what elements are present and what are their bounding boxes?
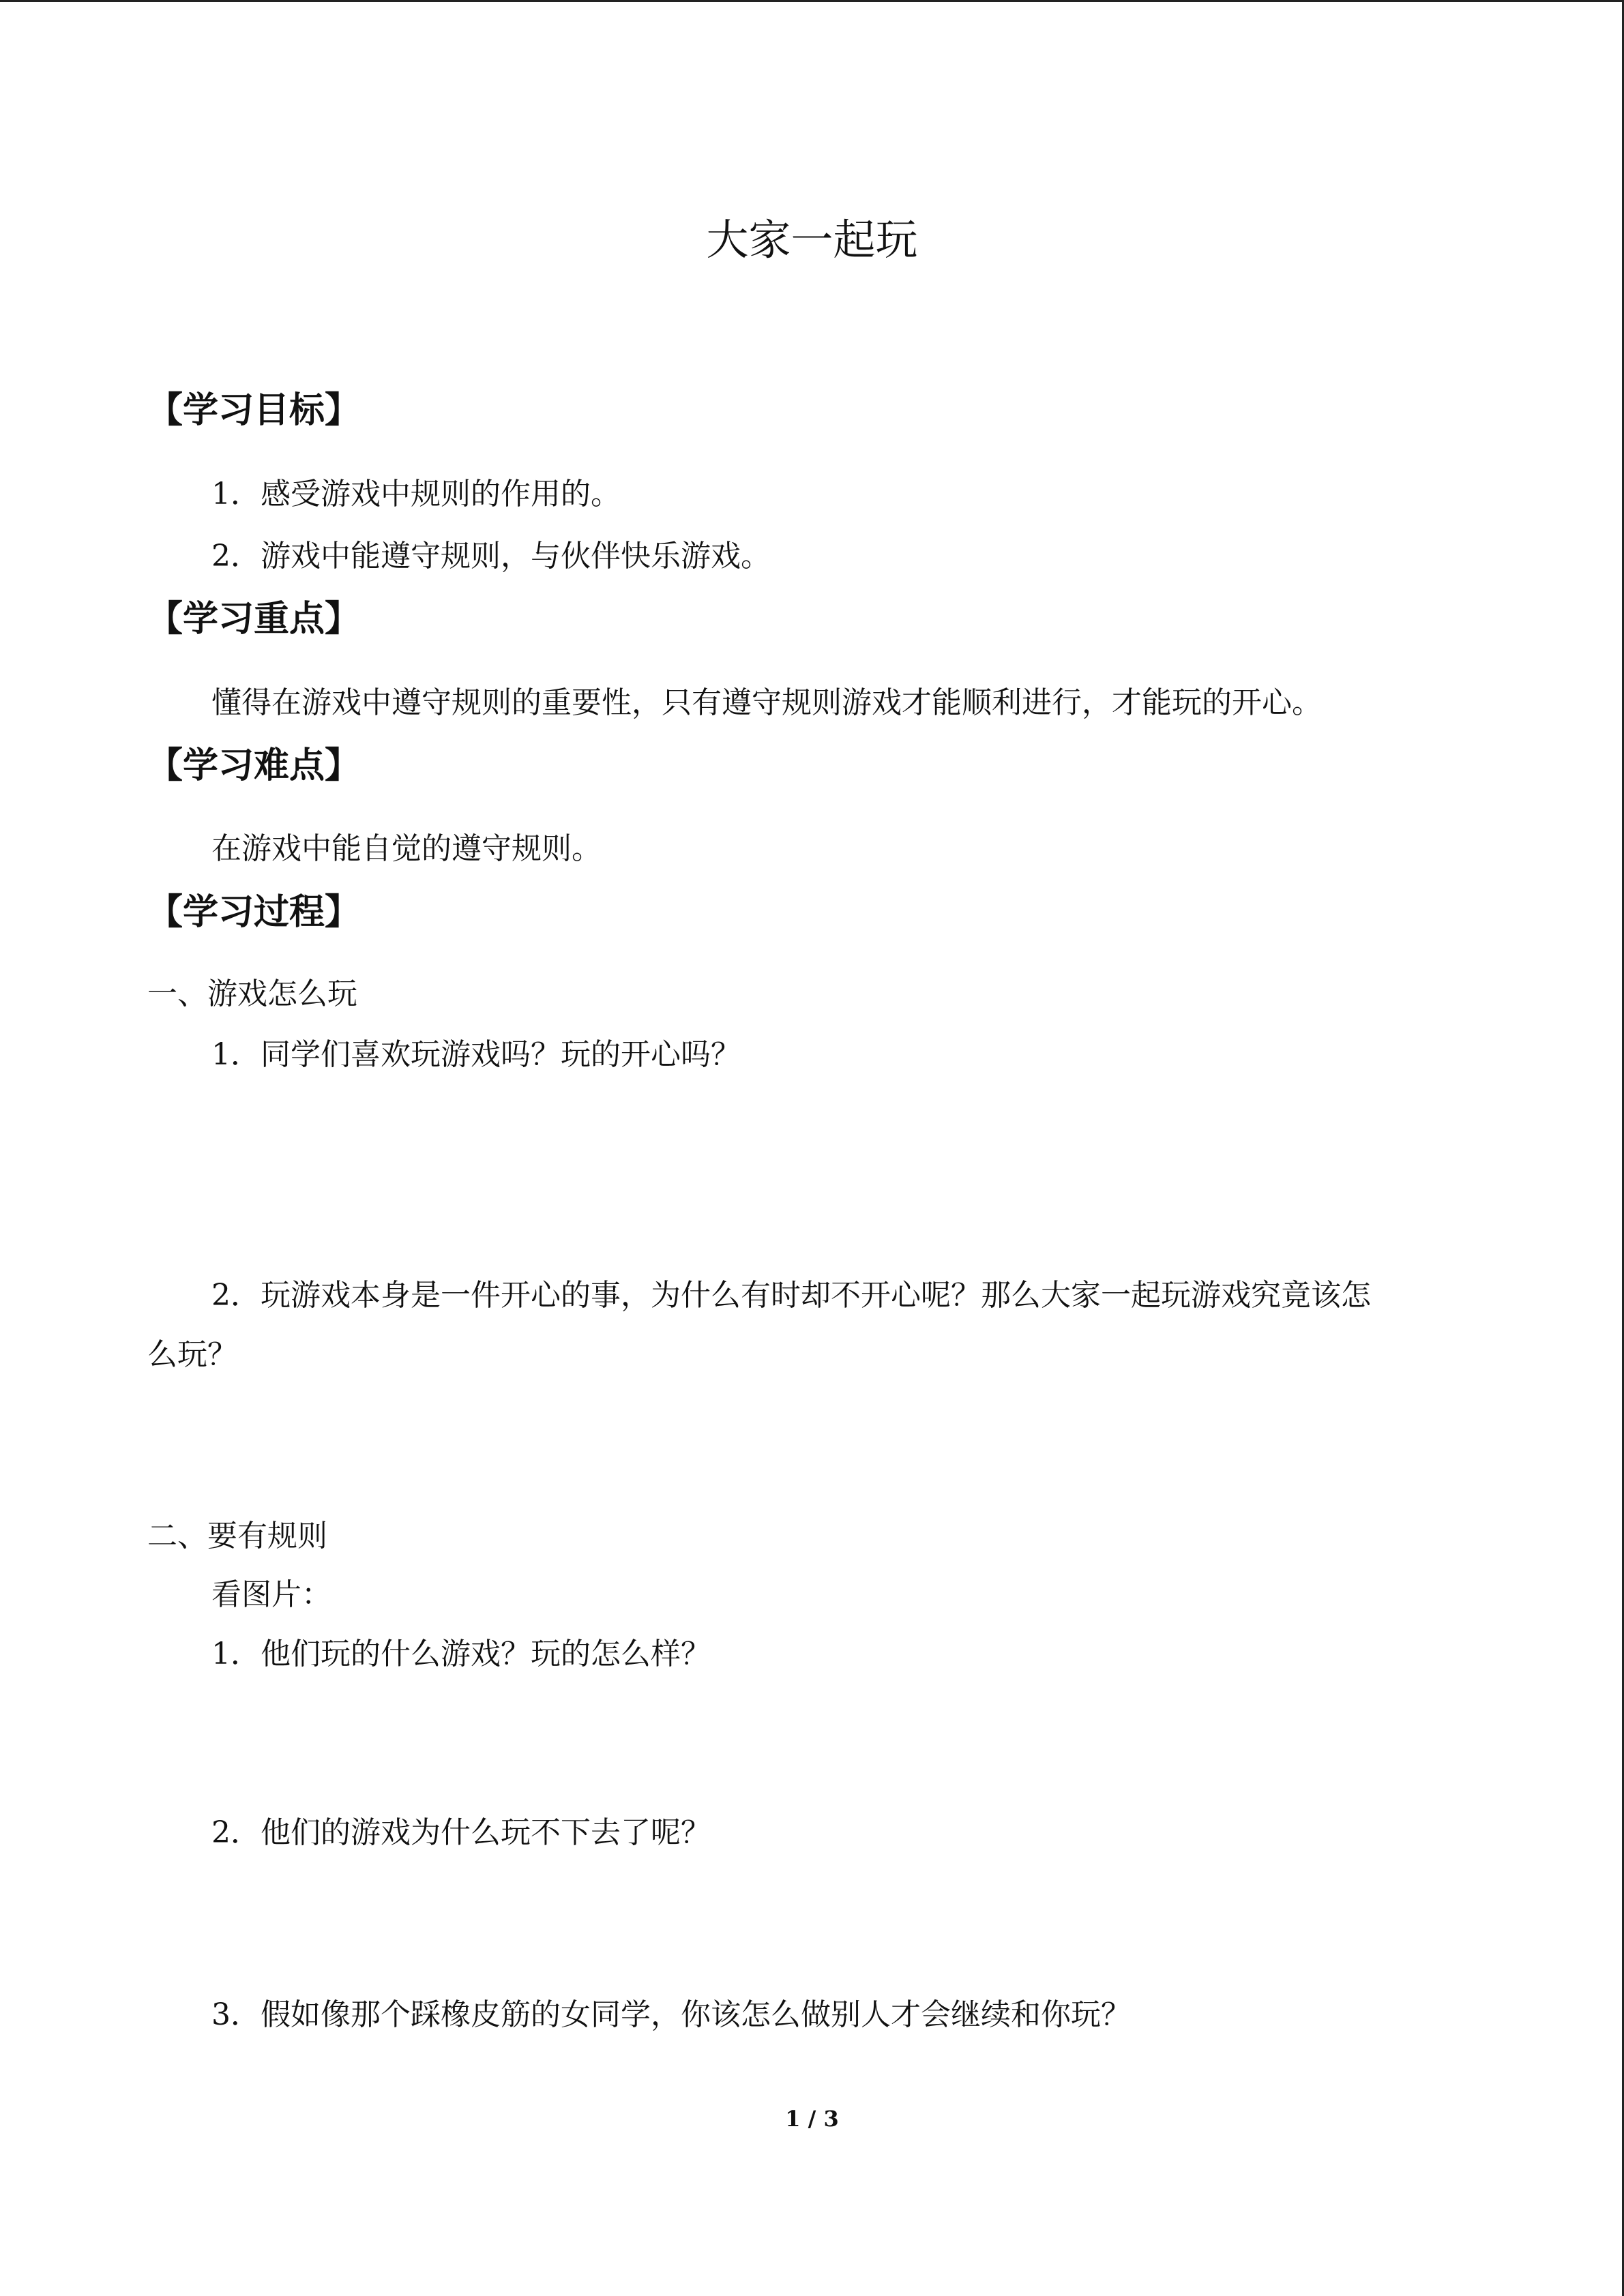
part1-question-2-line-1: 2．玩游戏本身是一件开心的事，为什么有时却不开心呢？那么大家一起玩游戏究竟该怎 <box>211 1278 1371 1313</box>
goal-item-2: 2．游戏中能遵守规则，与伙伴快乐游戏。 <box>211 539 771 573</box>
heading-key-points: 【学习重点】 <box>147 599 361 640</box>
part2-title: 二、要有规则 <box>147 1519 327 1553</box>
difficulties-text: 在游戏中能自觉的遵守规则。 <box>211 831 602 866</box>
part2-question-1: 1．他们玩的什么游戏？玩的怎么样？ <box>211 1637 711 1671</box>
page-number: 1 / 3 <box>785 2106 839 2132</box>
key-points-text: 懂得在游戏中遵守规则的重要性，只有遵守规则游戏才能顺利进行，才能玩的开心。 <box>211 685 1322 720</box>
part2-question-2: 2．他们的游戏为什么玩不下去了呢？ <box>211 1815 711 1850</box>
part2-question-3: 3．假如像那个踩橡皮筋的女同学，你该怎么做别人才会继续和你玩？ <box>211 1997 1131 2032</box>
page-border-top <box>0 0 1624 2</box>
part2-intro: 看图片： <box>211 1577 331 1612</box>
part1-title: 一、游戏怎么玩 <box>147 976 357 1011</box>
part1-question-2-line-2: 么玩？ <box>147 1337 237 1372</box>
goal-item-1: 1．感受游戏中规则的作用的。 <box>211 477 621 511</box>
heading-learning-process: 【学习过程】 <box>147 892 361 933</box>
heading-difficulties: 【学习难点】 <box>147 745 361 786</box>
part1-question-1: 1．同学们喜欢玩游戏吗？玩的开心吗？ <box>211 1037 741 1072</box>
document-title: 大家一起玩 <box>706 215 918 265</box>
heading-learning-goals: 【学习目标】 <box>147 390 361 431</box>
